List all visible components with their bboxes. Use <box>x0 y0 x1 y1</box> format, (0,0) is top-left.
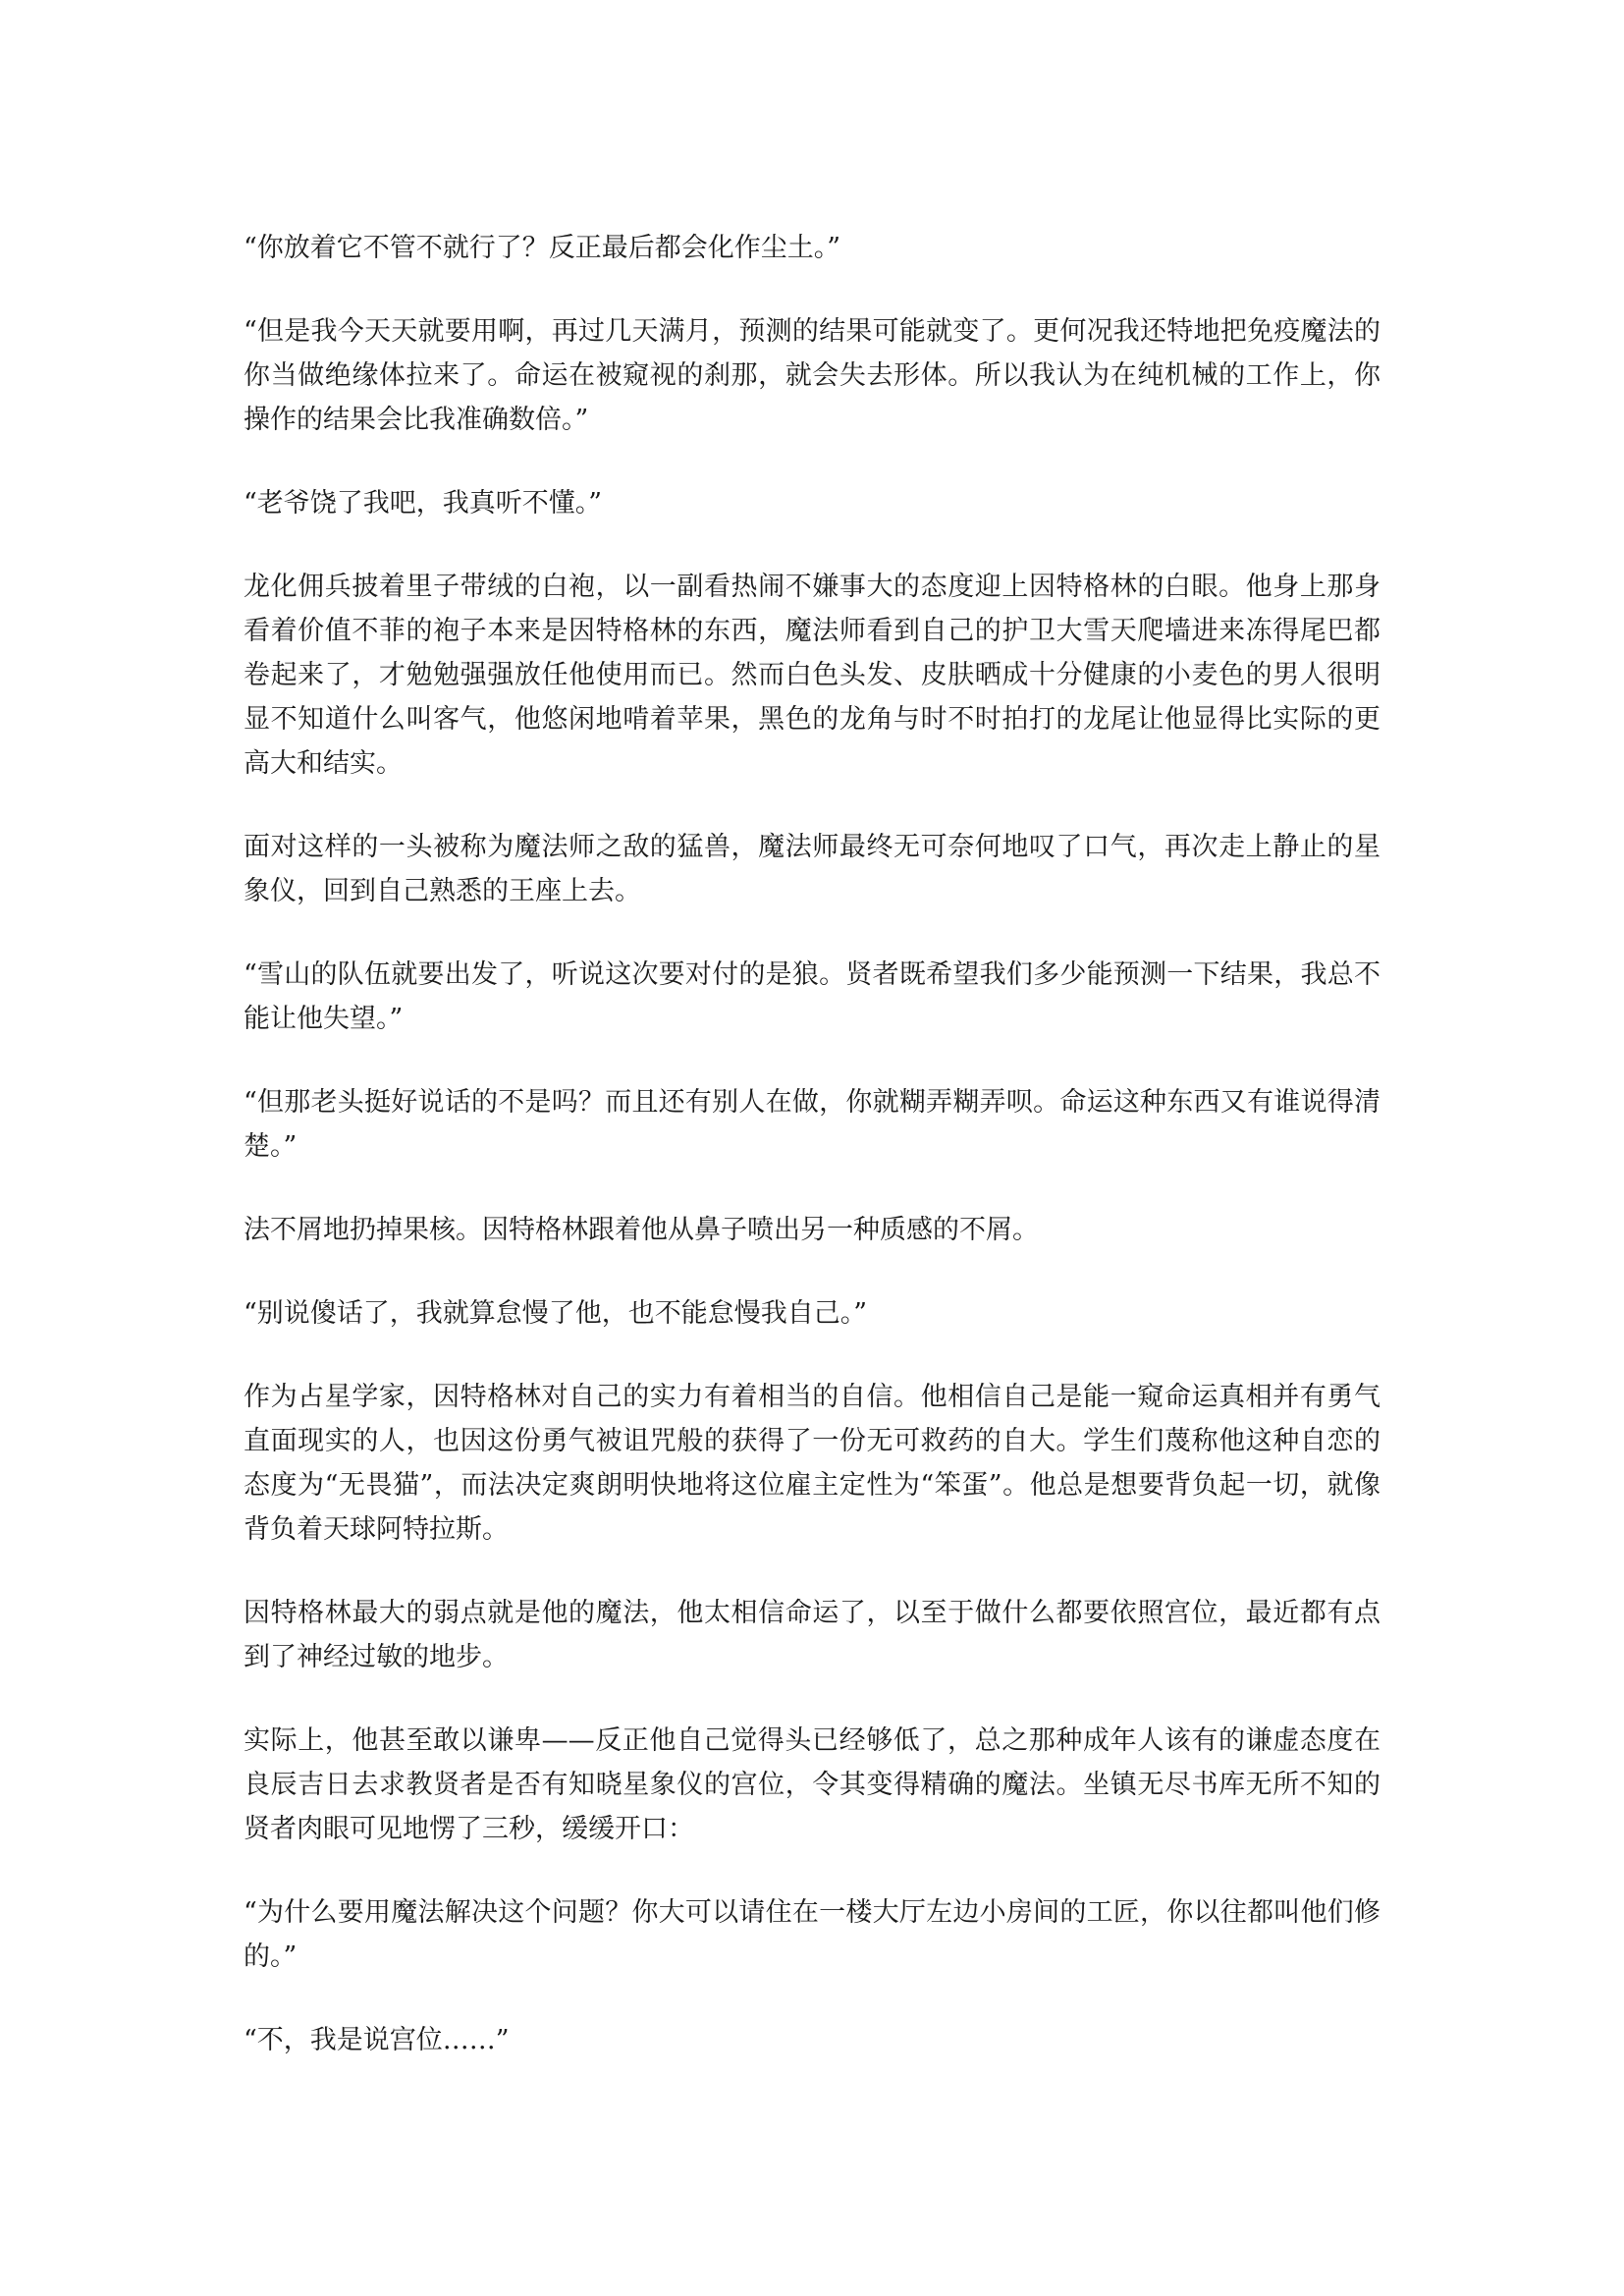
paragraph: 龙化佣兵披着里子带绒的白袍，以一副看热闹不嫌事大的态度迎上因特格林的白眼。他身上那身看着价值不菲的袍子本来是因特格林的东西，魔法师看到自己的护卫大雪天爬墙进来冻得尾巴都卷起来了，才勉勉强强放任他使用而已。然而白色头发、皮肤晒成十分健康的小麦色的男人很明显不知道什么叫客气，他悠闲地啃着苹果，黑色的龙角与时不时拍打的龙尾让他显得比实际的更高大和结实。 <box>244 572 1380 779</box>
paragraph: “别说傻话了，我就算怠慢了他，也不能怠慢我自己。” <box>244 1298 868 1329</box>
paragraph: “但是我今天天就要用啊，再过几天满月，预测的结果可能就变了。更何况我还特地把免疫魔法的你当做绝缘体拉来了。命运在被窥视的刹那，就会失去形体。所以我认为在纯机械的工作上，你操作的结果会比我准确数倍。” <box>244 316 1380 435</box>
paragraph: 面对这样的一头被称为魔法师之敌的猛兽，魔法师最终无可奈何地叹了口气，再次走上静止的星象仪，回到自己熟悉的王座上去。 <box>244 832 1380 906</box>
paragraph: 因特格林最大的弱点就是他的魔法，他太相信命运了，以至于做什么都要依照宫位，最近都有点到了神经过敏的地步。 <box>244 1598 1380 1672</box>
paragraph: “不，我是说宫位……” <box>244 2025 510 2055</box>
paragraph: 实际上，他甚至敢以谦卑——反正他自己觉得头已经够低了，总之那种成年人该有的谦虚态度在良辰吉日去求教贤者是否有知晓星象仪的宫位，令其变得精确的魔法。坐镇无尽书库无所不知的贤者肉眼可见地愣了三秒，缓缓开口： <box>244 1725 1380 1844</box>
paragraph: “但那老头挺好说话的不是吗？而且还有别人在做，你就糊弄糊弄呗。命运这种东西又有谁说得清楚。” <box>244 1087 1380 1162</box>
paragraph: “雪山的队伍就要出发了，听说这次要对付的是狼。贤者既希望我们多少能预测一下结果，我总不能让他失望。” <box>244 959 1380 1034</box>
document-body <box>244 226 1380 2102</box>
paragraph: “老爷饶了我吧，我真听不懂。” <box>244 488 603 519</box>
paragraph: 作为占星学家，因特格林对自己的实力有着相当的自信。他相信自己是能一窥命运真相并有勇气直面现实的人，也因这份勇气被诅咒般的获得了一份无可救药的自大。学生们蔑称他这种自恋的态度为“无畏猫”，而法决定爽朗明快地将这位雇主定性为“笨蛋”。他总是想要背负起一切，就像背负着天球阿特拉斯。 <box>244 1382 1380 1545</box>
paragraph: “你放着它不管不就行了？反正最后都会化作尘土。” <box>244 233 841 263</box>
paragraph: 法不屑地扔掉果核。因特格林跟着他从鼻子喷出另一种质感的不屑。 <box>244 1215 1039 1245</box>
paragraph: “为什么要用魔法解决这个问题？你大可以请住在一楼大厅左边小房间的工匠，你以往都叫他们修的。” <box>244 1897 1380 1972</box>
